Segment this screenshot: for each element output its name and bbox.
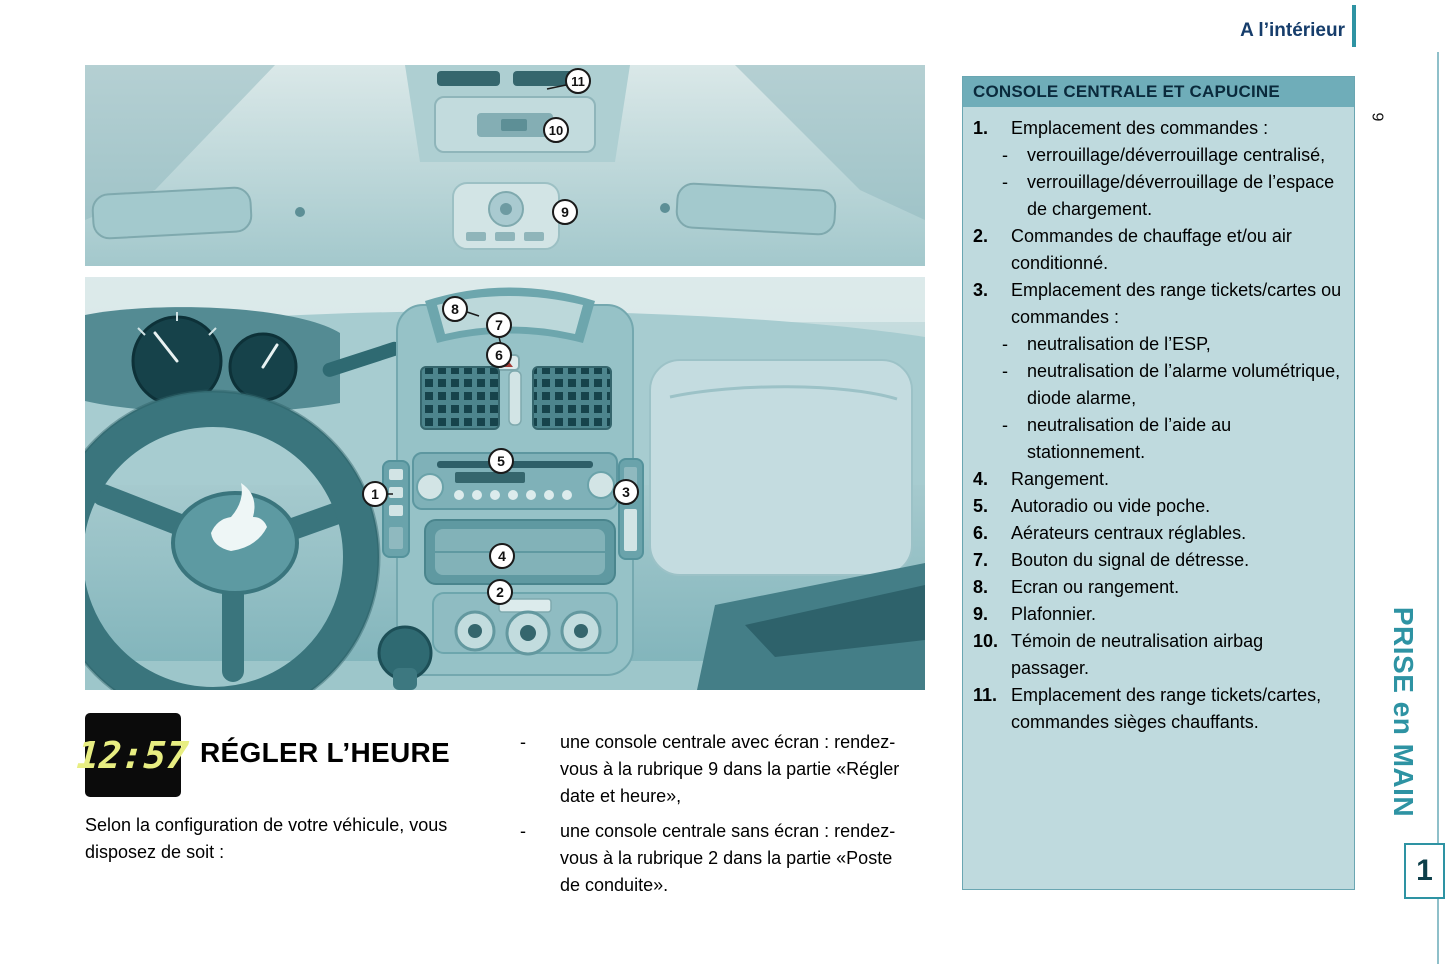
item-number: 11.: [973, 685, 998, 705]
list-item: [973, 223, 1342, 277]
item-number: 3.: [973, 280, 989, 300]
svg-text:5: 5: [497, 453, 505, 469]
rotated-page-number: 9: [1368, 112, 1386, 122]
item-number: 5.: [973, 496, 989, 516]
callout-7: [487, 313, 511, 337]
subitem-text: neutralisation de l’alarme volumétrique, diode alarme,: [1027, 361, 1341, 408]
callout-6: [487, 343, 511, 367]
list-subitem: [973, 358, 1342, 412]
dash-bullet: [1002, 142, 1027, 169]
callout-1: [363, 482, 387, 506]
list-item: [973, 628, 1342, 682]
item-number: 6.: [973, 523, 989, 543]
bullet-text: une console centrale avec écran : rendez-vous à la rubrique 9 dans la partie «Régler date et heure»,: [560, 732, 900, 806]
item-number: 10.: [973, 631, 999, 651]
svg-text:10: 10: [548, 123, 564, 138]
dash-bullet: [1002, 331, 1027, 358]
list-item: [973, 520, 1342, 547]
dash-bullet: [1002, 358, 1027, 412]
chapter-side-tab: PRISE en MAIN: [1388, 606, 1419, 818]
subitem-text: neutralisation de l’ESP,: [1027, 334, 1211, 354]
svg-text:9: 9: [561, 204, 569, 220]
list-item: [973, 682, 1342, 736]
callout-4: [490, 544, 514, 568]
item-number: 1.: [973, 118, 989, 138]
item-text: Ecran ou rangement.: [1011, 577, 1180, 597]
svg-text:4: 4: [498, 548, 506, 564]
panel-title: CONSOLE CENTRALE ET CAPUCINE: [963, 77, 1354, 107]
dashboard-svg: [85, 65, 925, 690]
intro-text: Selon la configuration de votre véhicule, vous disposez de soit :: [85, 815, 448, 862]
list-subitem: [973, 331, 1342, 358]
dash-bullet: [1002, 412, 1027, 466]
page-header: A l’intérieur: [1240, 20, 1345, 41]
chapter-number: 1: [1416, 854, 1433, 887]
dashboard-illustration: [85, 65, 925, 690]
bullet-item: [520, 729, 900, 810]
svg-text:3: 3: [622, 484, 630, 500]
callout-3: [614, 480, 638, 504]
list-item: [973, 547, 1342, 574]
item-text: Emplacement des commandes :: [1011, 118, 1269, 138]
item-number: 4.: [973, 469, 989, 489]
section-title: RÉGLER L’HEURE: [200, 737, 451, 768]
item-text: Emplacement des range tickets/cartes, commandes sièges chauffants.: [1011, 685, 1322, 732]
chapter-number-box: [1404, 843, 1445, 899]
item-number: 9.: [973, 604, 989, 624]
svg-text:11: 11: [571, 74, 585, 89]
item-text: Aérateurs centraux réglables.: [1011, 523, 1247, 543]
list-subitem: [973, 169, 1342, 223]
list-item: [973, 493, 1342, 520]
list-subitem: [973, 412, 1342, 466]
callout-5: [489, 449, 513, 473]
list-item: [973, 601, 1342, 628]
list-item: [973, 115, 1342, 142]
header-accent-bar: [1352, 5, 1356, 47]
item-number: 2.: [973, 226, 989, 246]
dash-bullet: [520, 818, 560, 899]
item-text: Témoin de neutralisation airbag passager.: [1011, 631, 1264, 678]
svg-text:1: 1: [371, 486, 379, 502]
console-panel: [962, 76, 1355, 890]
list-subitem: [973, 142, 1342, 169]
subitem-text: neutralisation de l’aide au stationnement.: [1027, 415, 1232, 462]
item-text: Bouton du signal de détresse.: [1011, 550, 1250, 570]
dash-bullet: [520, 729, 560, 810]
subitem-text: verrouillage/déverrouillage de l’espace de chargement.: [1027, 172, 1335, 219]
callout-11: [566, 69, 590, 93]
digital-clock-display: [75, 713, 191, 797]
svg-text:6: 6: [495, 347, 503, 363]
item-text: Emplacement des range tickets/cartes ou commandes :: [1011, 280, 1342, 327]
list-item: [973, 574, 1342, 601]
bullet-text: une console centrale sans écran : rendez-vous à la rubrique 2 dans la partie «Poste de conduite».: [560, 821, 896, 895]
svg-text:8: 8: [451, 301, 459, 317]
svg-text:2: 2: [496, 584, 504, 600]
bullet-item: [520, 818, 900, 899]
list-item: [973, 277, 1342, 331]
svg-text:7: 7: [495, 317, 503, 333]
console-list: [963, 107, 1354, 736]
right-margin-rule: [1437, 52, 1439, 964]
subitem-text: verrouillage/déverrouillage centralisé,: [1027, 145, 1326, 165]
callout-10: [544, 118, 568, 142]
item-number: 7.: [973, 550, 989, 570]
item-text: Autoradio ou vide poche.: [1011, 496, 1211, 516]
callout-8: [443, 297, 467, 321]
dash-bullet: [1002, 169, 1027, 223]
clock-digits: 12:57: [75, 733, 191, 777]
item-text: Plafonnier.: [1011, 604, 1097, 624]
callout-9: [553, 200, 577, 224]
item-text: Rangement.: [1011, 469, 1110, 489]
callout-2: [488, 580, 512, 604]
config-options: [520, 729, 900, 899]
item-number: 8.: [973, 577, 989, 597]
list-item: [973, 466, 1342, 493]
item-text: Commandes de chauffage et/ou air conditionné.: [1011, 226, 1292, 273]
